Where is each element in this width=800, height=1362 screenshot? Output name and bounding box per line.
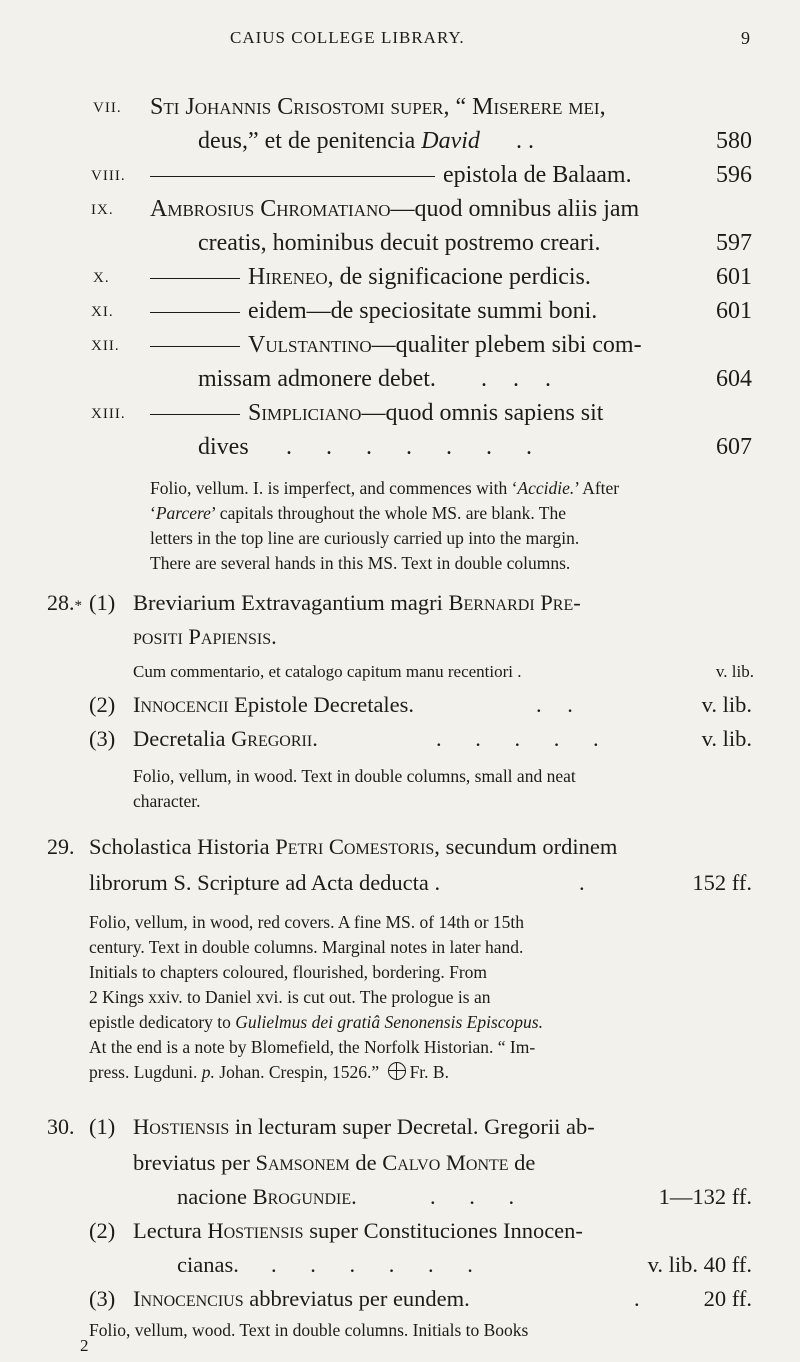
entry-title: (1) Breviarium Extravagantium magri Bernardi Pre-: [89, 590, 581, 615]
entry-item: nacione Brogundie. . . . 1—132 ff.: [177, 1184, 752, 1209]
folio-ref: 580: [716, 128, 752, 154]
item-number: VIII.: [91, 168, 126, 184]
folio-ref: 597: [716, 230, 752, 256]
entry-item: (3) Innocencius abbreviatus per eundem. . 20 ff.: [89, 1286, 752, 1311]
cross-mark-icon: [388, 1062, 406, 1080]
item-number: VII.: [93, 100, 122, 116]
item-text: creatis, hominibus decuit postremo creari. 597: [198, 230, 752, 256]
entry-item: (2) Innocencii Epistole Decretales. . . v. lib.: [89, 692, 752, 717]
description-note: Folio, vellum, in wood. Text in double columns, small and neat character.: [133, 766, 576, 811]
entry-title: librorum S. Scripture ad Acta deducta . . 152 ff.: [89, 870, 752, 895]
running-title: CAIUS COLLEGE LIBRARY.: [230, 28, 465, 47]
entry-comment: Cum commentario, et catalogo capitum manu recentiori . v. lib.: [133, 662, 754, 681]
page-number: 9: [741, 28, 750, 48]
ditto-rule: [150, 278, 240, 279]
item-text: Vulstantino—qualiter plebem sibi com-: [150, 332, 642, 359]
item-text: eidem—de speciositate summi boni. 601: [150, 298, 752, 325]
entry-item: (3) Decretalia Gregorii. . . . . . v. lib.: [89, 726, 752, 751]
item-number: X.: [93, 270, 110, 286]
entry-item: (1) Hostiensis in lecturam super Decretal. Gregorii ab-: [89, 1114, 595, 1139]
ditto-rule: [150, 312, 240, 313]
entry-number: 29.: [47, 834, 75, 859]
description-note: Folio, vellum, wood. Text in double columns. Initials to Books: [89, 1320, 529, 1340]
entry-item: breviatus per Samsonem de Calvo Monte de: [133, 1150, 536, 1175]
item-text: Ambrosius Chromatiano—quod omnibus aliis jam: [150, 196, 640, 222]
folio-ref: 152 ff.: [692, 870, 752, 895]
item-text: deus,” et de penitencia David . . 580: [198, 128, 752, 154]
folio-ref: v. lib.: [701, 726, 752, 751]
folio-ref: 1—132 ff.: [658, 1184, 752, 1209]
ditto-rule: [150, 414, 240, 415]
item-number: XII.: [91, 338, 120, 354]
item-text: epistola de Balaam. 596: [150, 162, 752, 189]
item-text: Simpliciano—quod omnis sapiens sit: [150, 400, 603, 427]
entry-item: (2) Lectura Hostiensis super Constituciones Innocen-: [89, 1218, 583, 1243]
folio-ref: 601: [716, 264, 752, 290]
folio-ref: v. lib.: [701, 692, 752, 717]
ditto-rule: [150, 346, 240, 347]
item-number: IX.: [91, 202, 114, 218]
signature-mark: 2: [80, 1336, 89, 1355]
entry-number: 28.*: [47, 590, 82, 615]
folio-ref: 607: [716, 434, 752, 460]
folio-ref: 596: [716, 162, 752, 188]
item-text: Hireneo, de significacione perdicis. 601: [150, 264, 752, 291]
item-text: missam admonere debet. . . . 604: [198, 366, 752, 392]
item-number: XI.: [91, 304, 114, 320]
folio-ref: 20 ff.: [703, 1286, 752, 1311]
ditto-rule: [150, 176, 435, 177]
running-header: [150, 28, 750, 52]
folio-ref: v. lib. 40 ff.: [647, 1252, 752, 1277]
folio-ref: 601: [716, 298, 752, 324]
entry-title: positi Papiensis.: [133, 624, 277, 649]
item-text: Sti Johannis Crisostomi super, “ Miserere mei,: [150, 94, 606, 120]
entry-number: 30.: [47, 1114, 75, 1139]
folio-ref: 604: [716, 366, 752, 392]
entry-item: cianas. . . . . . . v. lib. 40 ff.: [177, 1252, 752, 1277]
description-note: Folio, vellum. I. is imperfect, and commences with ‘Accidie.’ After ‘Parcere’ capitals throughout the whole MS. are blank. The letters in the top line are curiously carried up into the margin. There are several hands in this MS. Text in double columns.: [150, 478, 620, 573]
item-number: XIII.: [91, 406, 126, 422]
description-note: Folio, vellum, in wood, red covers. A fine MS. of 14th or 15th century. Text in double columns. Marginal notes in later hand. Initials to chapters coloured, flourished, bordering. From 2 Kings xxiv. to Daniel xvi. is cut out. The prologue is an epistle dedicatory to Gulielmus dei gratiâ Senonensis Episcopus. At the end is a note by Blomefield, the Norfolk Historian. “ Im- press. Lugduni. p. Johan. Crespin, 1526.” Fr. B.: [89, 912, 543, 1082]
entry-title: Scholastica Historia Petri Comestoris, secundum ordinem: [89, 834, 618, 859]
item-text: dives . . . . . . . 607: [198, 434, 752, 460]
